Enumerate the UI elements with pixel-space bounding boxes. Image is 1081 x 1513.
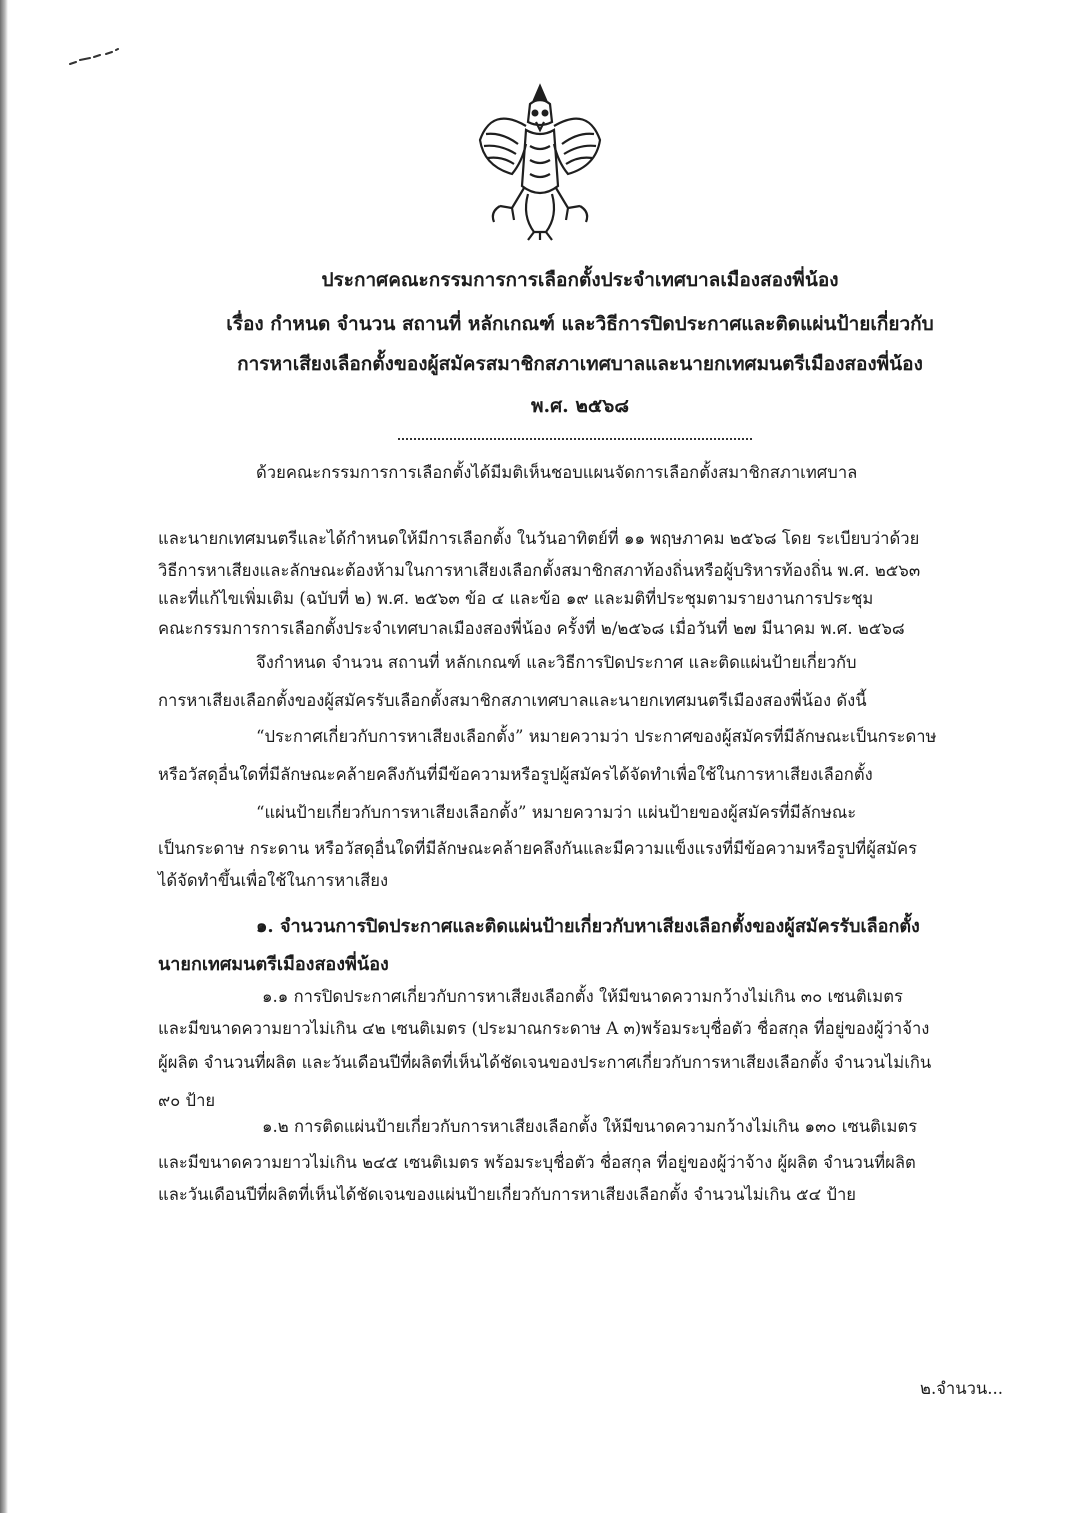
body-line: จึงกำหนด จำนวน สถานที่ หลักเกณฑ์ และวิธีการปิดประกาศ และติดแผ่นป้ายเกี่ยวกับ bbox=[256, 653, 857, 672]
body-line: และที่แก้ไขเพิ่มเติม (ฉบับที่ ๒) พ.ศ. ๒๕๖๓ ข้อ ๔ และข้อ ๑๙ และมติที่ประชุมตามรายงานการประชุม bbox=[158, 589, 874, 608]
clause-line: และวันเดือนปีที่ผลิตที่เห็นได้ชัดเจนของแผ่นป้ายเกี่ยวกับการหาเสียงเลือกตั้ง จำนวนไม่เกิน ๕๔ ป้าย bbox=[158, 1185, 857, 1204]
clause-line: ๙๐ ป้าย bbox=[158, 1091, 216, 1110]
definition-line: “ประกาศเกี่ยวกับการหาเสียงเลือกตั้ง” หมายความว่า ประกาศของผู้สมัครที่มีลักษณะเป็นกระดาษ bbox=[256, 727, 937, 746]
section-heading: นายกเทศมนตรีเมืองสองพี่น้อง bbox=[158, 954, 389, 975]
clause-line: ผู้ผลิต จำนวนที่ผลิต และวันเดือนปีที่ผลิตที่เห็นได้ชัดเจนของประกาศเกี่ยวกับการหาเสียงเลือกตั้ง จำนวนไม่เกิน bbox=[158, 1053, 932, 1072]
clause-line: และมีขนาดความยาวไม่เกิน ๒๔๕ เซนติเมตร พร้อมระบุชื่อตัว ชื่อสกุล ที่อยู่ของผู้ว่าจ้าง ผู้ผลิต จำนวนที่ผลิต bbox=[158, 1153, 916, 1172]
announcement-year: พ.ศ. ๒๕๖๘ bbox=[530, 395, 630, 417]
announcement-subject-cont: การหาเสียงเลือกตั้งของผู้สมัครสมาชิกสภาเทศบาลและนายกเทศมนตรีเมืองสองพี่น้อง bbox=[237, 353, 923, 375]
definition-line: เป็นกระดาษ กระดาน หรือวัสดุอื่นใดที่มีลักษณะคล้ายคลึงกันและมีความแข็งแรงที่มีข้อความหรือรูปที่ผู้สมัคร bbox=[158, 839, 918, 858]
announcement-subject: เรื่อง กำหนด จำนวน สถานที่ หลักเกณฑ์ และวิธีการปิดประกาศและติดแผ่นป้ายเกี่ยวกับ bbox=[226, 313, 934, 335]
definition-line: ได้จัดทำขึ้นเพื่อใช้ในการหาเสียง bbox=[158, 871, 389, 890]
clause-line: ๑.๑ การปิดประกาศเกี่ยวกับการหาเสียงเลือกตั้ง ให้มีขนาดความกว้างไม่เกิน ๓๐ เซนติเมตร bbox=[262, 987, 903, 1006]
clause-line: และมีขนาดความยาวไม่เกิน ๔๒ เซนติเมตร (ประมาณกระดาษ A ๓)พร้อมระบุชื่อตัว ชื่อสกุล ที่อยู่ของผู้ว่าจ้าง bbox=[158, 1019, 930, 1038]
body-line: และนายกเทศมนตรีและได้กำหนดให้มีการเลือกตั้ง ในวันอาทิตย์ที่ ๑๑ พฤษภาคม ๒๕๖๘ โดย ระเบียบว่าด้วย bbox=[158, 529, 920, 548]
section-heading: ๑. จำนวนการปิดประกาศและติดแผ่นป้ายเกี่ยวกับหาเสียงเลือกตั้งของผู้สมัครรับเลือกตั้ง bbox=[256, 916, 920, 937]
body-line: คณะกรรมการการเลือกตั้งประจำเทศบาลเมืองสองพี่น้อง ครั้งที่ ๒/๒๕๖๘ เมื่อวันที่ ๒๗ มีนาคม พ.ศ. ๒๕๖๘ bbox=[158, 619, 905, 638]
next-page-reference: ๒.จำนวน... bbox=[920, 1379, 1004, 1398]
announcement-authority: ประกาศคณะกรรมการการเลือกตั้งประจำเทศบาลเมืองสองพี่น้อง bbox=[321, 269, 839, 291]
scan-edge-shadow bbox=[0, 0, 8, 1513]
body-line: การหาเสียงเลือกตั้งของผู้สมัครรับเลือกตั้งสมาชิกสภาเทศบาลและนายกเทศมนตรีเมืองสองพี่น้อง ดังนี้ bbox=[158, 691, 867, 710]
body-line: ด้วยคณะกรรมการการเลือกตั้งได้มีมติเห็นชอบแผนจัดการเลือกตั้งสมาชิกสภาเทศบาล bbox=[256, 463, 858, 482]
scan-speck-mark bbox=[66, 48, 120, 70]
dotted-divider bbox=[398, 438, 752, 440]
garuda-emblem-icon bbox=[472, 82, 608, 242]
clause-line: ๑.๒ การติดแผ่นป้ายเกี่ยวกับการหาเสียงเลือกตั้ง ให้มีขนาดความกว้างไม่เกิน ๑๓๐ เซนติเมตร bbox=[262, 1117, 918, 1136]
definition-line: “แผ่นป้ายเกี่ยวกับการหาเสียงเลือกตั้ง” หมายความว่า แผ่นป้ายของผู้สมัครที่มีลักษณะ bbox=[256, 803, 857, 822]
body-line: วิธีการหาเสียงและลักษณะต้องห้ามในการหาเสียงเลือกตั้งสมาชิกสภาท้องถิ่นหรือผู้บริหารท้องถิ่น พ.ศ. ๒๕๖๓ bbox=[158, 561, 921, 580]
definition-line: หรือวัสดุอื่นใดที่มีลักษณะคล้ายคลึงกันที่มีข้อความหรือรูปผู้สมัครได้จัดทำเพื่อใช้ในการหาเสียงเลือกตั้ง bbox=[158, 765, 873, 784]
